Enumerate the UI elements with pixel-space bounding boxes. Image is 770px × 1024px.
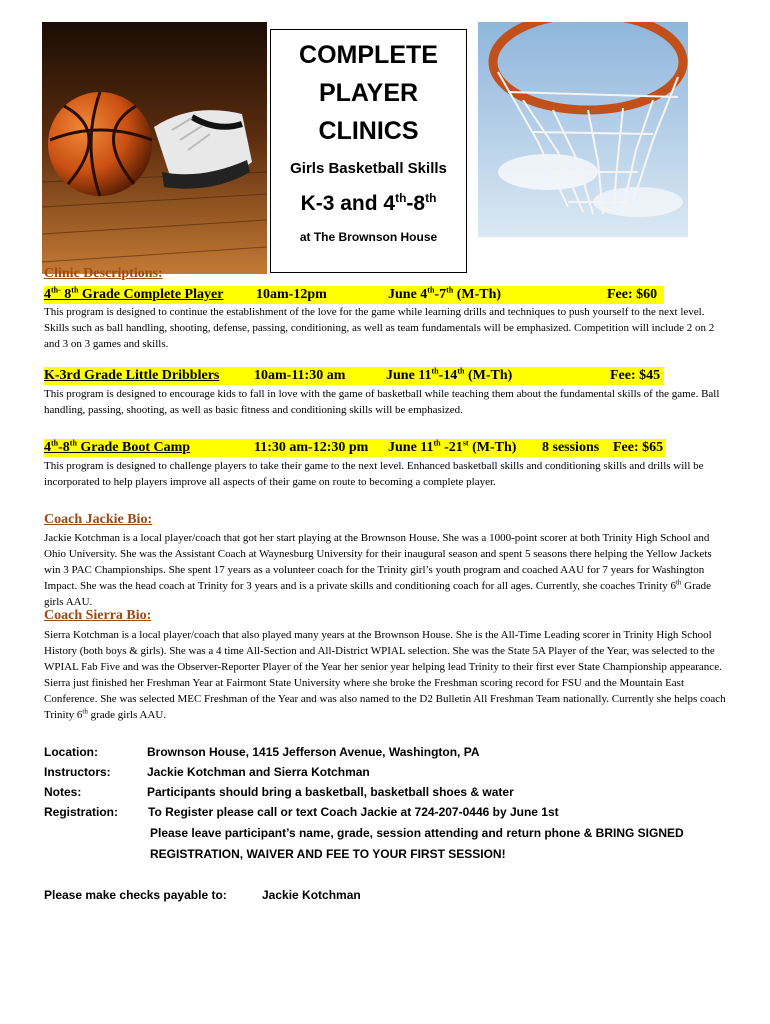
coach-jackie-bio: Jackie Kotchman is a local player/coach that got her start playing at the Brownson House. She was a 1000-point scorer at both Trinity High School and Ohio University. She was the Assistant Coach at Waynesburg University for their inaugural season and spent 5 seasons there helping the Yellow Jackets win 3 PAC Championships. She spent 17 years as a volunteer coach for the Trinity girl’s youth program and coached AAU for 7 years for Washington Impact. She was the head coach at Trinity for 3 years and is a private skills and conditioning coach for all ages. Currently, she coaches Trinity 6th Grade girls AAU. xyxy=(44,532,712,608)
grades-heading: K-3 and 4th-8th xyxy=(300,191,437,215)
program-sessions: 8 sessions xyxy=(542,440,600,455)
program-time: 10am-12pm xyxy=(256,287,327,302)
program-row-boot-camp xyxy=(44,439,666,457)
program-name: $4^{th-}$ 8th Grade Complete Player xyxy=(44,285,224,302)
program-row-complete-player xyxy=(44,286,664,304)
program-fee: Fee: $60 xyxy=(607,287,658,302)
program-fee: Fee: $45 xyxy=(610,368,661,383)
program-name: 4th-8th Grade Boot Camp xyxy=(44,438,191,455)
program-description: This program is designed to encourage kids to fall in love with the game of basketball while teaching them about the fundamental skills of the game. Ball handling, passing, shooting, as well as basic fitness and conditioning skills will be emphasized. xyxy=(44,388,720,416)
program-row-little-dribblers xyxy=(44,367,664,385)
title-line-2: PLAYER xyxy=(318,79,419,107)
coach-jackie-heading: Coach Jackie Bio: xyxy=(44,512,153,527)
title-line-1: COMPLETE xyxy=(299,41,438,69)
program-time: 11:30 am-12:30 pm xyxy=(254,440,369,455)
venue-line: at The Brownson House xyxy=(299,230,438,244)
coach-sierra-bio: Sierra Kotchman is a local player/coach that also played many years at the Brownson House. She is the All-Time Leading scorer in Trinity High School History (both boys & girls). She was a 4 time All-Section and All-District WPIAL selection. She was the State 5A Player of the Year, was selected to the WPIAL Fab Five and was the Observer-Reporter Player of the Year her senior year helping lead Trinity to their first ever State Championship appearance. Sierra just finished her Freshman Year at Fairmont State University where she broke the Freshman scoring record for FSU and the Mountain East Conference. She was selected MEC Freshman of the Year and was also named to the D2 Bulletin All Freshman Team nationally. Currently she helps coach Trinity 6th grade girls AAU. xyxy=(44,629,726,721)
program-name: K-3rd Grade Little Dribblers xyxy=(44,368,220,383)
program-fee: Fee: $65 xyxy=(613,440,664,455)
title-box xyxy=(270,29,467,273)
basketball-shoes-photo xyxy=(42,22,267,274)
program-description: This program is designed to continue the establishment of the love for the game while learning drills and techniques to push yourself to the next level. Skills such as ball handling, shooting, defense, passing, conditioning, as well as team fundamentals will be emphasized. Competition will include 2 on 2 and 3 on 3 games and skills. xyxy=(44,306,715,350)
program-time: 10am-11:30 am xyxy=(254,368,346,383)
program-dates: June 11th -21st (M-Th) xyxy=(388,438,517,455)
program-dates: June 4th-7th (M-Th) xyxy=(388,285,502,302)
coach-sierra-heading: Coach Sierra Bio: xyxy=(44,608,152,623)
event-info: Location: Brownson House, 1415 Jefferson Avenue, Washington, PA Instructors: Jackie Kotchman and Sierra Kotchman Notes: Participants should bring a basketball, basketball shoes & water Registration: To Register please call or text Coach Jackie at 724-207-0446 by June 1st Please leave participant’s name, grade, session attending and return phone & BRING SIGNED REGISTRATION, WAIVER AND FEE TO YOUR FIRST SESSION! Please make checks payable to: Jackie Kotchman xyxy=(44,745,684,902)
basketball-hoop-photo xyxy=(478,22,688,237)
subtitle: Girls Basketball Skills xyxy=(290,160,447,177)
title-line-3: CLINICS xyxy=(318,117,419,145)
program-description: This program is designed to challenge players to take their game to the next level. Enhanced basketball skills and conditioning skills and drills will be incorporated to help players improve all aspects of their game on route to becoming a complete player. xyxy=(44,460,704,488)
program-dates: June 11th-14th (M-Th) xyxy=(386,366,513,383)
clinic-descriptions-heading: Clinic Descriptions: xyxy=(44,266,163,281)
